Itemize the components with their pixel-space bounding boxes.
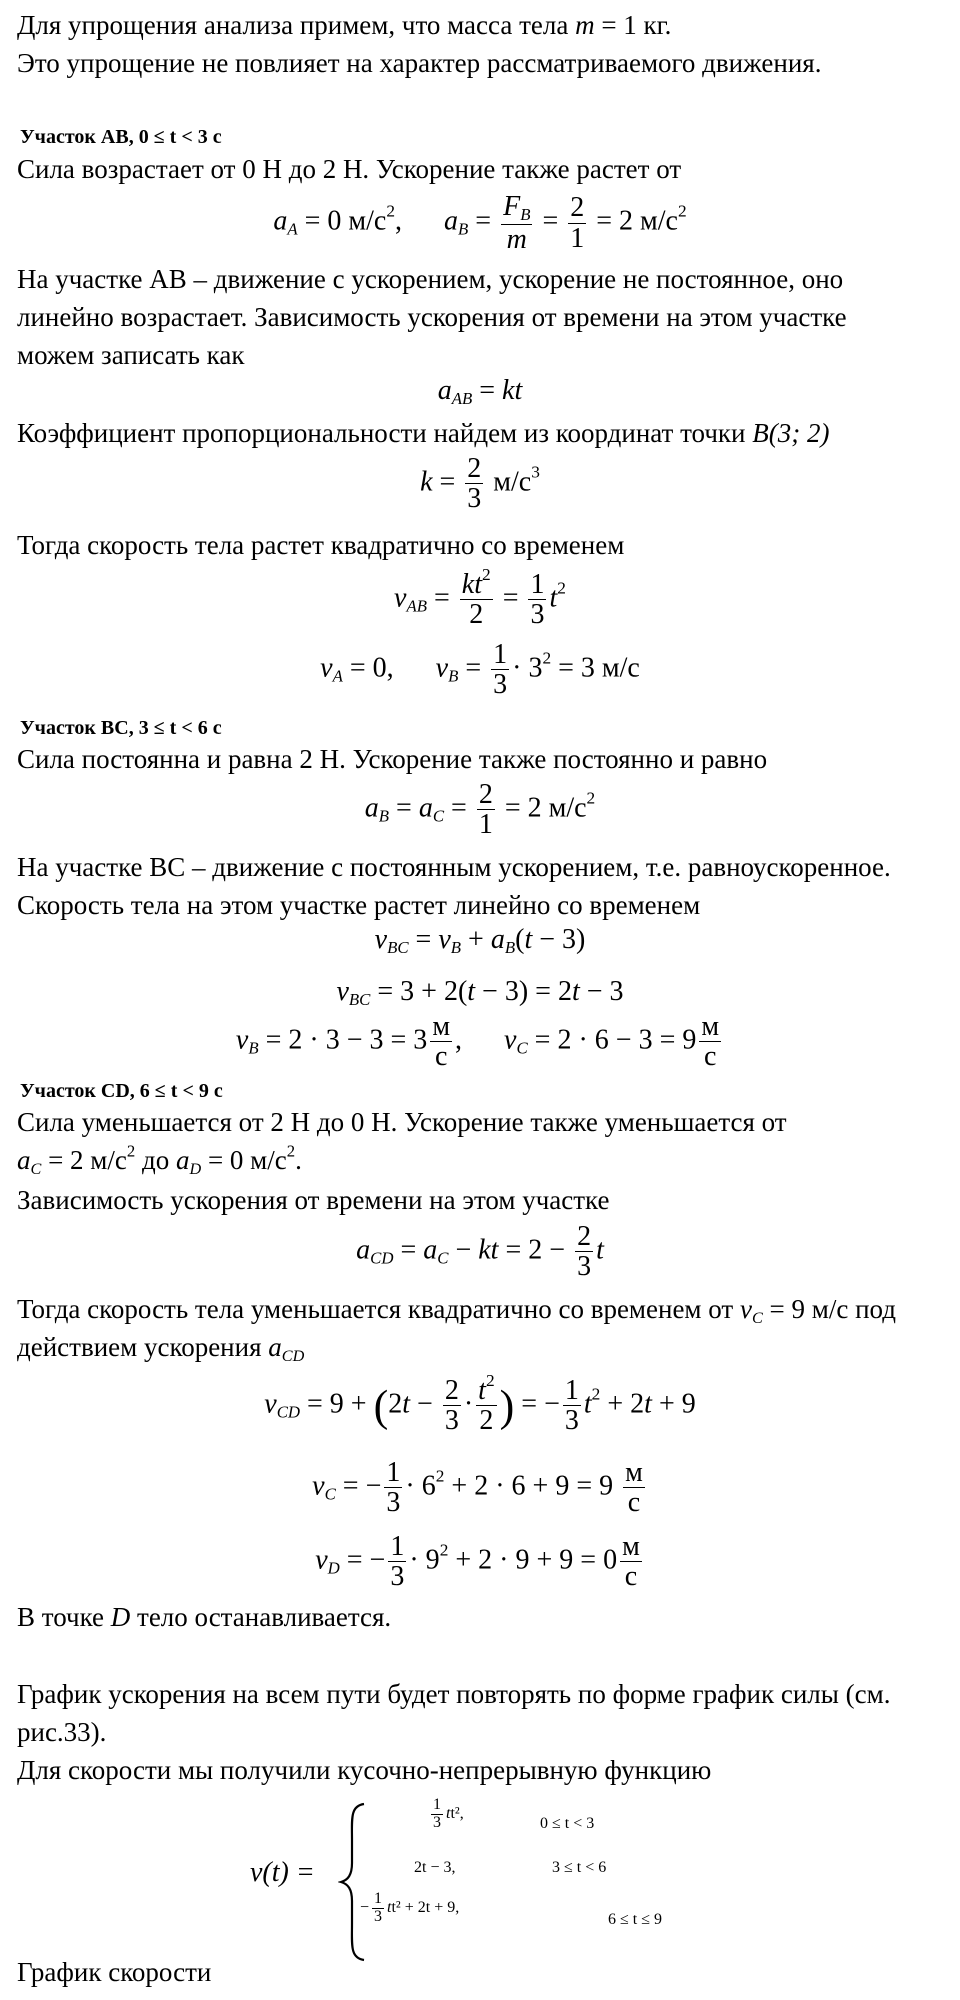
equation-v-d: $v_D$ = − $\frac{1}{3}$ · $9^2 + 2 \cdot 9 + 9 = 0$ $\frac{м}{с}$ — [315, 1531, 640, 1593]
section-ab-text-4: можем записать как — [17, 340, 245, 370]
intro-line-2: Это упрощение не повлияет на характер рассматриваемого движения. — [17, 48, 822, 78]
equation-v-bc: $v_{BC} = 3 + 2(t - 3) = 2t - 3$ — [336, 976, 624, 1010]
section-ab-text-2: На участке AB – движение с ускорением, ускорение не постоянное, оно — [17, 264, 844, 294]
case-3-cond: 6 ≤ t ≤ 9 — [608, 1911, 663, 1928]
case-2-cond: 3 ≤ t < 6 — [552, 1859, 607, 1876]
section-ab-text-1: Сила возрастает от 0 Н до 2 Н. Ускорение также растет от — [17, 154, 682, 184]
section-bc-text-2: На участке BC – движение с постоянным ускорением, т.е. равноускоренное. — [17, 852, 891, 882]
outro-text-4: График скорости — [17, 1957, 212, 1987]
case-1-cond: 0 ≤ t < 3 — [540, 1815, 595, 1832]
section-cd-text-4: Тогда скорость тела уменьшается квадратично со временем от $v_C = 9$ м/с под — [17, 1294, 896, 1327]
equation-a-cd: $a_{CD} = a_C$ − kt = 2 − $\frac{2}{3}$ t — [356, 1221, 604, 1283]
outro-text-3: Для скорости мы получили кусочно-непрерывную функцию — [17, 1755, 712, 1785]
equation-v-c: $v_C$ = − $\frac{1}{3}$ · $6^2 + 2 \cdot 6 + 9 = 9$ $\frac{м}{с}$ — [312, 1457, 643, 1519]
section-bc-heading: Участок BC, 3 ≤ t < 6 c — [20, 717, 222, 739]
equation-v-cd: $v_{CD} = 9 + (2t$ − $\frac{2}{3}$ · $\frac{t^2}{2}$ ) = − $\frac{1}{3}$ $t^2 + 2t + 9$ — [264, 1370, 696, 1437]
case-3-expr: − $\frac{1}{3}$ tt² + 2t + 9, — [360, 1890, 460, 1925]
equation-a-values: $a_A = 0$ $м/с^2$, $a_B$ = $\frac{F_B}{m}$ = $\frac{2}{1}$ = 2 $м/с^2$ — [273, 191, 687, 255]
section-ab-heading: Участок AB, 0 ≤ t < 3 c — [20, 126, 222, 148]
equation-a-ab: $a_{AB}$ = kt — [437, 375, 523, 409]
case-1-expr: $\frac{1}{3}$ tt², — [433, 1796, 464, 1831]
left-brace-icon — [338, 1801, 368, 1963]
section-cd-heading: Участок CD, 6 ≤ t < 9 c — [20, 1080, 223, 1102]
section-cd-text-1: Сила уменьшается от 2 Н до 0 Н. Ускорение также уменьшается от — [17, 1107, 787, 1137]
section-cd-text-6: В точке D тело останавливается. — [17, 1602, 392, 1632]
equation-v-ab: $v_{AB}$ = $\frac{kt^2}{2}$ = $\frac{1}{3}$ $t^2$ — [394, 564, 566, 631]
section-cd-text-3: Зависимость ускорения от времени на этом участке — [17, 1185, 610, 1215]
section-cd-text-5: действием ускорения $a_{CD}$ — [17, 1332, 305, 1365]
equation-v-b-v-c: $v_B = 2 \cdot 3 - 3 = 3$ $\frac{м}{с}$ , $v_C = 2 \cdot 6 - 3 = 9$ $\frac{м}{с}$ — [235, 1011, 720, 1073]
mass-equation: m = 1 кг. — [575, 10, 672, 40]
outro-text-1: График ускорения на всем пути будет повторять по форме график силы (см. — [17, 1679, 891, 1709]
intro-line-1: Для упрощения анализа примем, что масса тела m = 1 кг. — [17, 10, 672, 40]
piecewise-function — [0, 1795, 960, 1975]
case-2-expr: 2t − 3, — [414, 1859, 456, 1876]
equation-a-bc: $a_B = a_C$ = $\frac{2}{1}$ = 2 $м/с^2$ — [364, 779, 596, 841]
section-bc-text-3: Скорость тела на этом участке растет линейно со временем — [17, 890, 701, 920]
equation-v-a-v-b: $v_A = 0$, $v_B$ = $\frac{1}{3}$ · $3^2 = 3$ м/с — [320, 639, 640, 701]
section-ab-text-3: линейно возрастает. Зависимость ускорения от времени на этом участке — [17, 302, 847, 332]
equation-v-bc-general: $v_{BC} = v_B + a_B(t - 3)$ — [374, 924, 586, 958]
section-ab-text-5: Коэффициент пропорциональности найдем из координат точки B(3; 2) — [17, 418, 830, 448]
outro-text-2: рис.33). — [17, 1717, 107, 1747]
section-bc-text-1: Сила постоянна и равна 2 Н. Ускорение также постоянно и равно — [17, 744, 768, 774]
section-cd-text-2: $a_C = 2$ $м/с^2$ до $a_D = 0$ $м/с^2$. — [17, 1141, 302, 1178]
equation-k: k = $\frac{2}{3}$ $м/с^3$ — [420, 453, 540, 515]
piecewise-lhs: v(t) = — [250, 1857, 315, 1888]
section-ab-text-6: Тогда скорость тела растет квадратично со временем — [17, 530, 625, 560]
